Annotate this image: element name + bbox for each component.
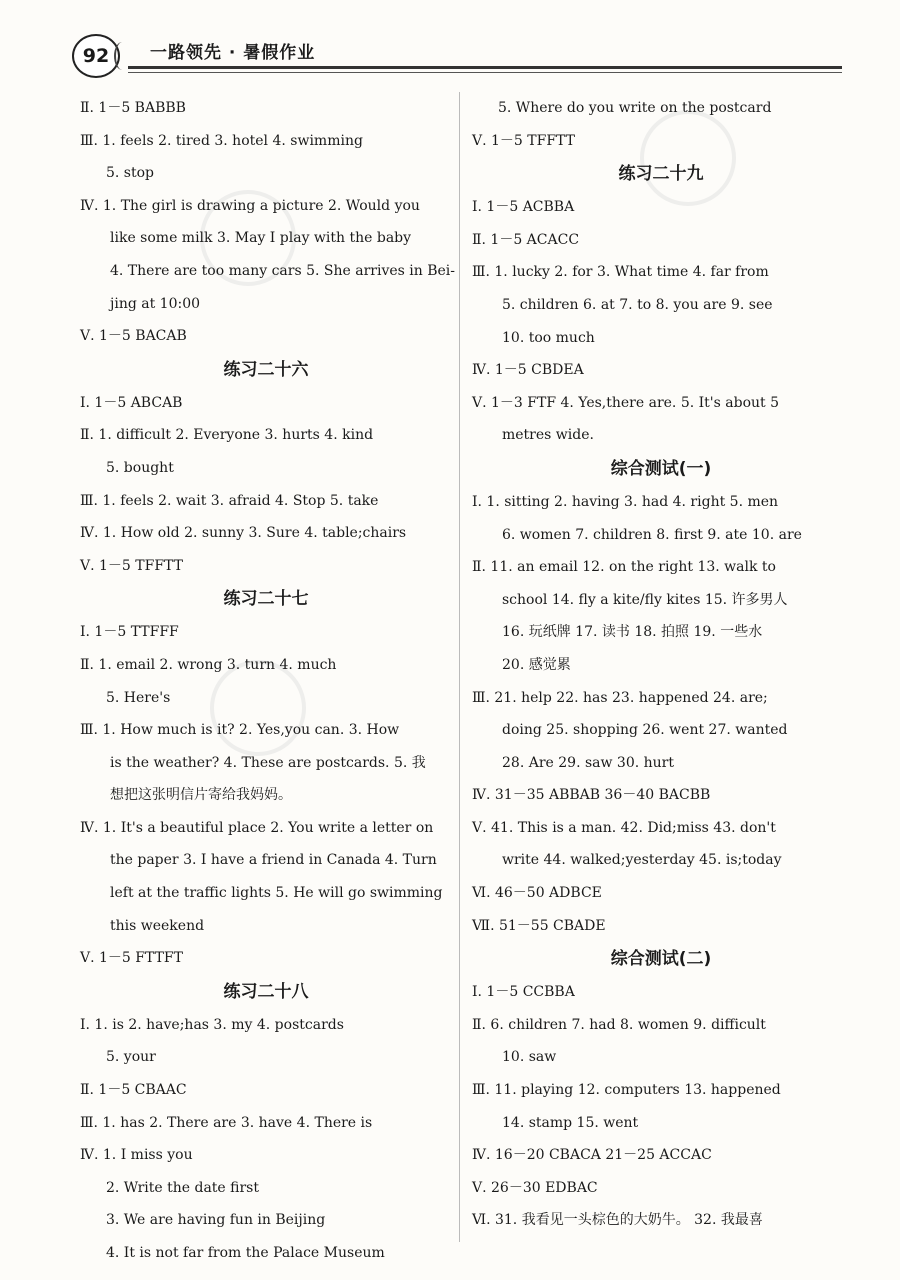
answer-line: Ⅱ. 1. difficult 2. Everyone 3. hurts 4. kind (80, 427, 374, 444)
answer-line: Ⅰ. 1－5 ACBBA (472, 199, 575, 216)
answer-line: jing at 10:00 (110, 295, 201, 312)
book-title: 一路领先 · 暑假作业 (150, 43, 316, 63)
answer-line: is the weather? 4. These are postcards. 5. 我 (110, 754, 426, 771)
answer-line: Ⅴ. 1－5 FTTFT (80, 950, 183, 967)
answer-line: 5. your (106, 1049, 156, 1066)
answer-line: school 14. fly a kite/fly kites 15. 许多男人 (502, 591, 788, 608)
answer-line: 5. bought (106, 459, 174, 476)
answer-line: 5. children 6. at 7. to 8. you are 9. see (502, 296, 773, 313)
answer-line: Ⅰ. 1－5 CCBBA (472, 984, 575, 1001)
answer-line: 10. saw (502, 1049, 557, 1066)
section-heading: 练习二十六 (223, 359, 309, 380)
answer-line: Ⅴ. 1－5 TFFTT (472, 132, 575, 149)
answer-line: Ⅳ. 31－35 ABBAB 36－40 BACBB (472, 787, 711, 804)
answer-line: Ⅴ. 26－30 EDBAC (472, 1179, 598, 1196)
answer-line: metres wide. (502, 427, 594, 444)
answer-line: Ⅰ. 1. is 2. have;has 3. my 4. postcards (80, 1016, 344, 1033)
answer-line: Ⅴ. 1－5 BACAB (80, 328, 187, 345)
answer-line: Ⅱ. 6. children 7. had 8. women 9. difficult (472, 1016, 766, 1033)
answer-line: 5. stop (106, 165, 155, 182)
answer-line: Ⅲ. 1. feels 2. tired 3. hotel 4. swimming (80, 132, 363, 149)
answer-line: the paper 3. I have a friend in Canada 4. Turn (110, 852, 437, 869)
answer-line: 4. It is not far from the Palace Museum (106, 1245, 385, 1261)
answer-line: Ⅲ. 21. help 22. has 23. happened 24. are; (472, 689, 768, 706)
answer-line: 10. too much (502, 329, 595, 346)
answer-line: like some milk 3. May I play with the baby (110, 230, 412, 247)
column-divider (459, 92, 460, 1242)
answer-line: Ⅲ. 1. lucky 2. for 3. What time 4. far from (472, 264, 769, 281)
page-header (62, 30, 842, 76)
answer-line: Ⅶ. 51－55 CBADE (472, 917, 606, 934)
answer-line: 5. Where do you write on the postcard (498, 100, 772, 116)
answer-line: 14. stamp 15. went (502, 1114, 639, 1131)
answer-line: left at the traffic lights 5. He will go swimming (110, 885, 443, 902)
header-rule-thin (128, 72, 842, 73)
answer-line: Ⅳ. 1. The girl is drawing a picture 2. Would you (80, 197, 420, 214)
section-heading: 练习二十八 (223, 981, 309, 1002)
answer-line: Ⅴ. 41. This is a man. 42. Did;miss 43. don't (472, 819, 776, 836)
answer-line: Ⅱ. 1－5 BABBB (80, 100, 186, 116)
answer-line: 想把这张明信片寄给我妈妈。 (110, 787, 292, 804)
answer-line: Ⅵ. 31. 我看见一头棕色的大奶牛。 32. 我最喜 (472, 1212, 763, 1229)
answer-line: Ⅲ. 1. feels 2. wait 3. afraid 4. Stop 5. take (80, 492, 379, 509)
answer-line: Ⅳ. 1. I miss you (80, 1147, 193, 1164)
answer-line: write 44. walked;yesterday 45. is;today (502, 852, 782, 869)
answer-line: Ⅱ. 1－5 CBAAC (80, 1082, 187, 1099)
answer-line: 5. Here's (106, 689, 171, 706)
section-heading: 综合测试(一) (610, 458, 712, 479)
answer-line: 16. 玩纸牌 17. 读书 18. 拍照 19. 一些水 (502, 624, 763, 641)
answer-line: 3. We are having fun in Beijing (106, 1212, 326, 1229)
answer-line: Ⅲ. 1. How much is it? 2. Yes,you can. 3. How (80, 722, 400, 739)
answer-line: this weekend (110, 917, 205, 934)
right-answer-column (472, 92, 850, 1237)
answer-line: 20. 感觉累 (502, 656, 571, 673)
answer-line: 6. women 7. children 8. first 9. ate 10. are (502, 526, 802, 543)
answer-line: Ⅱ. 11. an email 12. on the right 13. walk to (472, 559, 776, 576)
answer-line: Ⅳ. 1. It's a beautiful place 2. You write a letter on (80, 819, 434, 836)
answer-line: 28. Are 29. saw 30. hurt (502, 754, 674, 771)
answer-line: 4. There are too many cars 5. She arrives in Bei- (110, 262, 456, 279)
answer-line: Ⅱ. 1. email 2. wrong 3. turn 4. much (80, 656, 337, 673)
section-heading: 练习二十七 (223, 589, 309, 610)
answer-line: Ⅲ. 1. has 2. There are 3. have 4. There is (80, 1114, 373, 1131)
answer-line: Ⅰ. 1－5 TTFFF (80, 624, 179, 641)
answer-line: Ⅳ. 1. How old 2. sunny 3. Sure 4. table;chairs (80, 525, 407, 542)
answer-line: doing 25. shopping 26. went 27. wanted (502, 722, 788, 739)
left-answer-column (80, 92, 456, 1270)
answer-line: Ⅳ. 1－5 CBDEA (472, 362, 584, 379)
answer-line: Ⅲ. 11. playing 12. computers 13. happened (472, 1082, 781, 1099)
answer-line: Ⅰ. 1. sitting 2. having 3. had 4. right 5. men (472, 493, 779, 510)
answer-line: Ⅵ. 46－50 ADBCE (472, 885, 602, 902)
header-rule (128, 66, 842, 69)
section-heading: 练习二十九 (618, 164, 704, 185)
answer-line: Ⅱ. 1－5 ACACC (472, 231, 580, 248)
page-number: 92 (72, 34, 120, 78)
answer-line: 2. Write the date first (106, 1179, 259, 1196)
answer-line: Ⅳ. 16－20 CBACA 21－25 ACCAC (472, 1147, 712, 1164)
answer-line: Ⅴ. 1－5 TFFTT (80, 557, 183, 574)
section-heading: 综合测试(二) (610, 949, 712, 970)
answer-line: Ⅴ. 1－3 FTF 4. Yes,there are. 5. It's about 5 (472, 394, 780, 411)
answer-line: Ⅰ. 1－5 ABCAB (80, 394, 183, 411)
